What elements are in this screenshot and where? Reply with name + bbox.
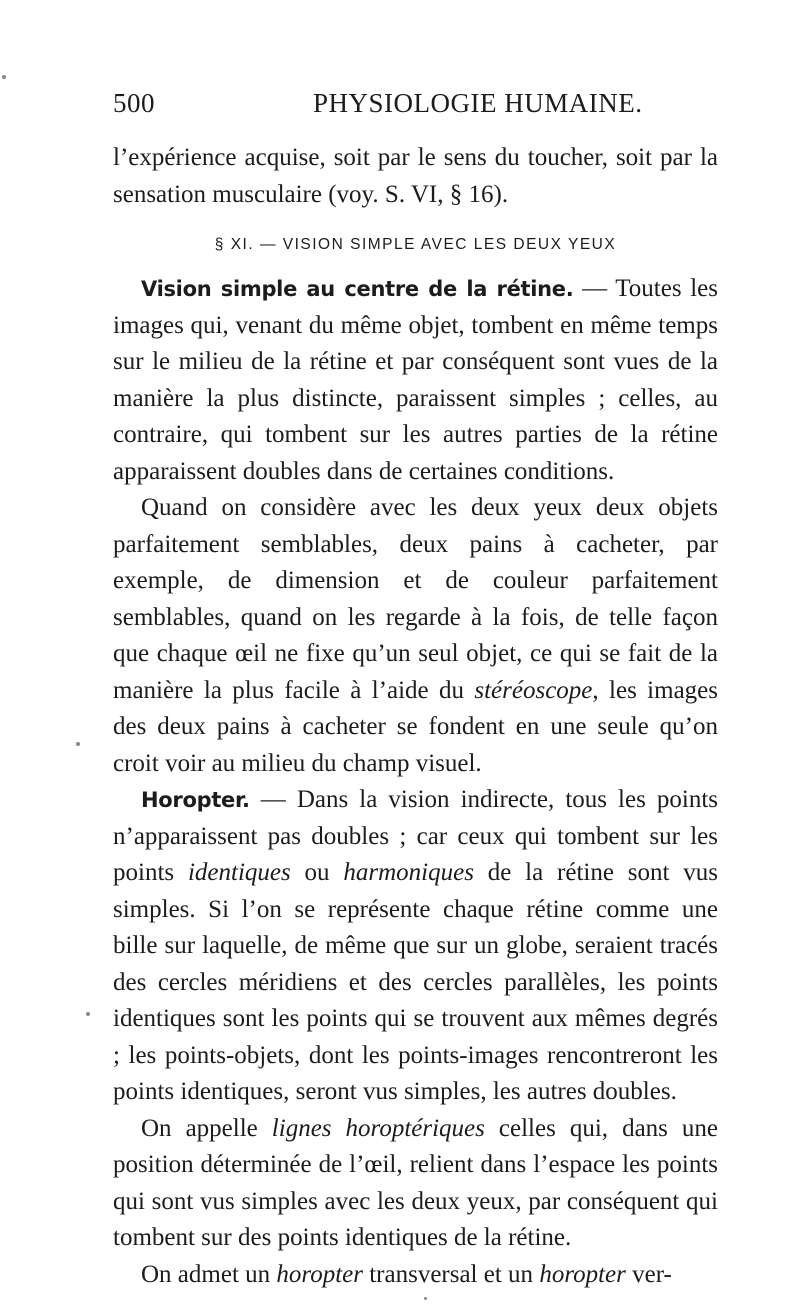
italic-term: horopter [276,1260,363,1288]
paragraph-text: — Dans la vision indirecte, tous les points n’apparaissent pas doubles ; car ceux qui tombent sur les points [113,786,718,886]
italic-term: horopter [539,1260,626,1288]
paragraph-text: — Toutes les images qui, venant du même objet, tombent en même temps sur le milieu de la rétine et par conséquent sont vues de la manière la plus distincte, paraissent simples ; celles, au contraire, qui tombent sur les autres parties de la rétine apparaissent doubles dans de certaines conditions. [113,275,719,485]
paragraph-text: celles qui, dans une position déterminée de l’œil, relient dans l’espace les points qui sont vus simples avec les deux yeux, par conséquent qui tombent sur des points identiques de la rétine. [113,1114,719,1251]
running-head [113,88,733,124]
italic-term: stéréoscope [474,676,593,704]
paragraph-horopter-types [113,1257,718,1294]
page-number: 500 [113,88,155,118]
paragraph-text: de la rétine sont vus simples. Si l’on se représente chaque rétine comme une bille sur laquelle, de même que sur un globe, seraient tracés des cercles méridiens et des cercles parallèles, les points identiques sont les points qui se trouvent aux mêmes degrés ; les points-objets, dont les points-images rencontreront les points identiques, seront vus simples, les autres doubles. [113,859,719,1105]
paragraph-text: transversal et un [362,1260,540,1288]
scan-edge-mark [424,1297,427,1300]
paragraph-text: ver- [625,1260,672,1288]
paragraph-text: On admet un [141,1260,277,1288]
scan-edge-mark [2,75,6,79]
paragraph-lignes-horopteriques [113,1111,718,1257]
run-in-heading-vision: Vision simple au centre de la rétine. [141,277,574,301]
run-in-heading-horopter: Horopter. [141,788,250,812]
italic-term: lignes horoptériques [271,1114,485,1142]
running-title: PHYSIOLOGIE HUMAINE. [313,88,643,118]
paragraph-text: ou [290,859,344,886]
continued-paragraph: l’expérience acquise, soit par le sens du toucher, soit par la sensation musculaire (voy. S. VI, § 16). [113,144,718,208]
scan-edge-mark [76,742,80,746]
paragraph-text: Quand on considère avec les deux yeux deux objets parfaitement semblables, deux pains à cacheter, par exemple, de dimension et de couleur parfaitement semblables, quand on les regarde à la fois, de telle façon que chaque œil ne fixe qu’un seul objet, ce qui se fait de la manière la plus facile à l’aide du [113,494,718,704]
italic-term: harmoniques [343,859,474,886]
paragraph-text: , les images des deux pains à cacheter se fondent en une seule qu’on croit voir au milieu du champ visuel. [113,676,718,777]
italic-term: identiques [187,859,291,886]
paragraph-stereoscope [113,490,718,782]
body-text [113,140,718,1293]
scan-edge-mark [86,1012,90,1016]
paragraph-vision-simple [113,271,718,490]
paragraph-horopter [113,782,718,1111]
paragraph-text: On appelle [141,1114,272,1142]
section-heading: § XI. — VISION SIMPLE AVEC LES DEUX YEUX [214,236,617,253]
